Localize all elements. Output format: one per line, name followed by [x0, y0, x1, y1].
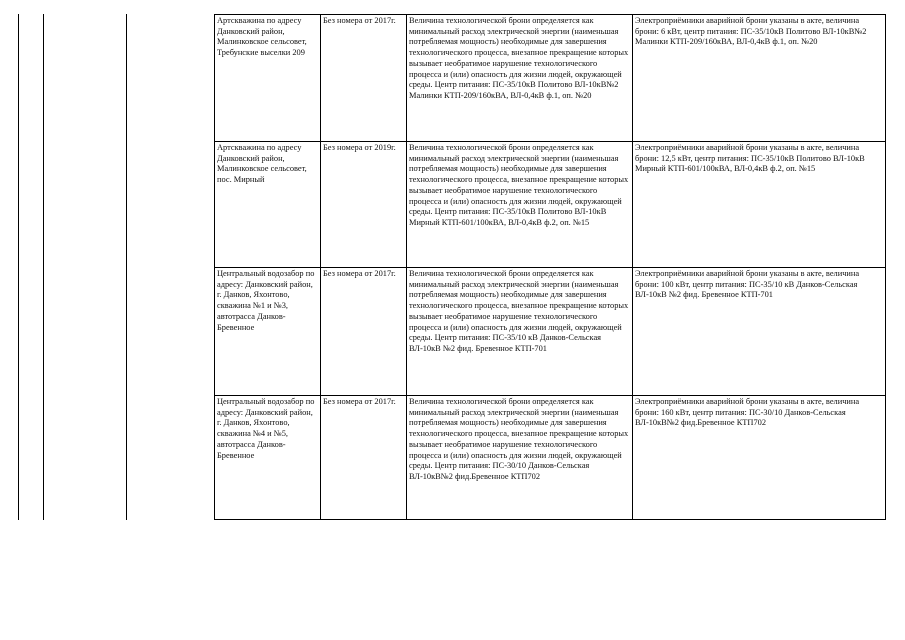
- cell-number: Без номера от 2017г.: [321, 15, 407, 142]
- cell-description: Величина технологической брони определяется как минимальный расход электрической энергии (наименьшая потребляемая мощность) необходимые для завершения технологического процесса, внезапное прекращение которых вызывает необратимое нарушение технологического процесса и (или) опасность для жизни людей, окружающей среды. Центр питания: ПС-35/10 кВ Данков-Сельская ВЛ-10кВ №2 фид. Бревенное КТП-701: [407, 268, 633, 396]
- cell-number: Без номера от 2017г.: [321, 396, 407, 520]
- cell-number: Без номера от 2017г.: [321, 268, 407, 396]
- cell-description: Величина технологической брони определяется как минимальный расход электрической энергии (наименьшая потребляемая мощность) необходимые для завершения технологического процесса, внезапное прекращение которых вызывает необратимое нарушение технологического процесса и (или) опасность для жизни людей, окружающей среды. Центр питания: ПС-30/10 Данков-Сельская ВЛ-10кВ№2 фид.Бревенное КТП702: [407, 396, 633, 520]
- cell-power: Электроприёмники аварийной брони указаны в акте, величина брони: 100 кВт, центр питания: ПС-35/10 кВ Данков-Сельская ВЛ-10кВ №2 фид. Бревенное КТП-701: [633, 268, 886, 396]
- cell-power: Электроприёмники аварийной брони указаны в акте, величина брони: 12,5 кВт, центр питания: ПС-35/10кВ Политово ВЛ-10кВ Мирный КТП-601/100кВА, ВЛ-0,4кВ ф.2, оп. №15: [633, 142, 886, 268]
- table-row: [215, 268, 886, 396]
- reserve-table: [214, 14, 886, 520]
- cell-object: Артскважина по адресу Данковский район, Малинковское сельсовет, Требунские выселки 209: [215, 15, 321, 142]
- cell-description: Величина технологической брони определяется как минимальный расход электрической энергии (наименьшая потребляемая мощность) необходимые для завершения технологического процесса, внезапное прекращение которых вызывает необратимое нарушение технологического процесса и (или) опасность для жизни людей, окружающей среды. Центр питания: ПС-35/10кВ Политово ВЛ-10кВ№2 Малинки КТП-209/160кВА, ВЛ-0,4кВ ф.1, оп. №20: [407, 15, 633, 142]
- cell-object: Центральный водозабор по адресу: Данковский район, г. Данков, Яхонтово, скважина №4 и №5, автотрасса Данков-Бревенное: [215, 396, 321, 520]
- cell-power: Электроприёмники аварийной брони указаны в акте, величина брони: 160 кВт, центр питания: ПС-30/10 Данков-Сельская ВЛ-10кВ№2 фид.Бревенное КТП702: [633, 396, 886, 520]
- left-column-rule-1: [18, 14, 19, 520]
- table-row: [215, 15, 886, 142]
- left-column-rule-2: [43, 14, 44, 520]
- cell-description: Величина технологической брони определяется как минимальный расход электрической энергии (наименьшая потребляемая мощность) необходимые для завершения технологического процесса, внезапное прекращение которых вызывает необратимое нарушение технологического процесса и (или) опасность для жизни людей, окружающей среды. Центр питания: ПС-35/10кВ Политово ВЛ-10кВ Мирный КТП-601/100кВА, ВЛ-0,4кВ ф.2, оп. №15: [407, 142, 633, 268]
- table-row: [215, 396, 886, 520]
- cell-power: Электроприёмники аварийной брони указаны в акте, величина брони: 6 кВт, центр питания: ПС-35/10кВ Политово ВЛ-10кВ№2 Малинки КТП-209/160кВА, ВЛ-0,4кВ ф.1, оп. №20: [633, 15, 886, 142]
- cell-object: Центральный водозабор по адресу: Данковский район, г. Данков, Яхонтово, скважина №1 и №3, автотрасса Данков-Бревенное: [215, 268, 321, 396]
- cell-number: Без номера от 2019г.: [321, 142, 407, 268]
- cell-object: Артскважина по адресу Данковский район, Малинковское сельсовет, пос. Мирный: [215, 142, 321, 268]
- left-column-rule-3: [126, 14, 127, 520]
- table-row: [215, 142, 886, 268]
